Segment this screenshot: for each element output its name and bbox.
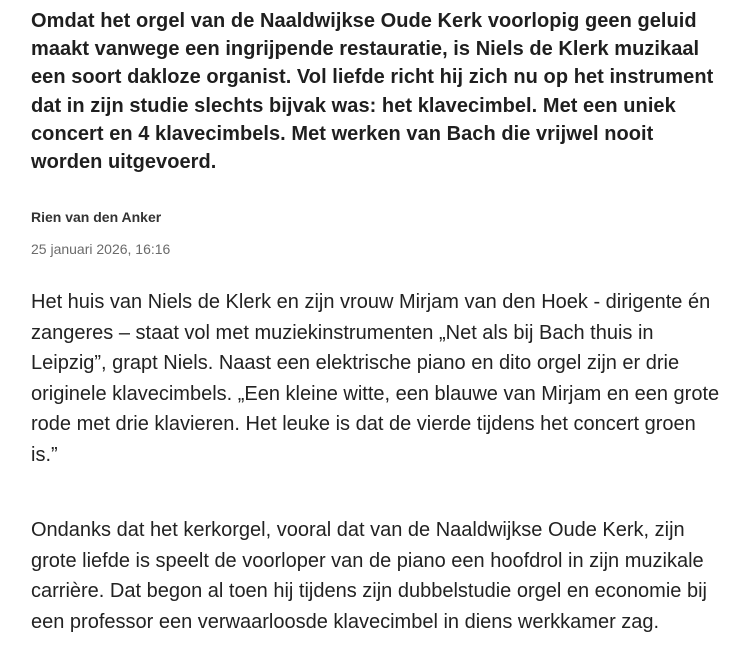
article [31,0,721,633]
article-paragraph: Het huis van Niels de Klerk en zijn vrouw Mirjam van den Hoek - dirigente én zangeres – staat vol met muziekinstrumenten „Net als bij Bach thuis in Leipzig”, grapt Niels. Naast een elektrische piano en dito orgel zijn er drie originele klavecimbels. „Een kleine witte, een blauwe van Mirjam en een grote rode met drie klavieren. Het leuke is dat de vierde tijdens het concert groen is.” [31,291,720,466]
article-paragraph: Ondanks dat het kerkorgel, vooral dat van de Naaldwijkse Oude Kerk, zijn grote liefde is speelt de voorloper van de piano een hoofdrol in zijn muzikale carrière. Dat begon al toen hij tijdens zijn dubbelstudie orgel en economie bij een professor een verwaarloosde klavecimbel in diens werkkamer zag. [31,519,707,633]
publish-date: 25 januari 2026, 16:16 [31,241,171,257]
author-name[interactable]: Rien van den Anker [31,209,162,225]
article-intro: Omdat het orgel van de Naaldwijkse Oude Kerk voorlopig geen geluid maakt vanwege een ingrijpende restauratie, is Niels de Klerk muzikaal een soort dakloze organist. Vol liefde richt hij zich nu op het instrument dat in zijn studie slechts bijvak was: het klavecimbel. Met een uniek concert en 4 klavecimbels. Met werken van Bach die vrijwel nooit worden uitgevoerd. [31,10,714,174]
